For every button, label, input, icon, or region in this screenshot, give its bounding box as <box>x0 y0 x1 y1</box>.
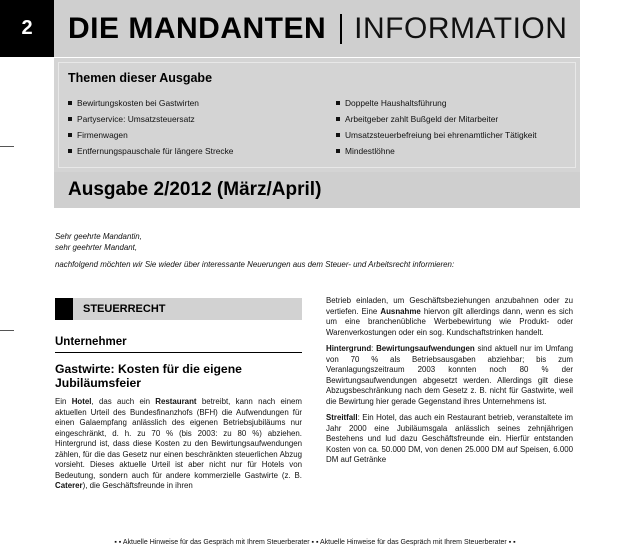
topics-box <box>54 58 580 172</box>
section-label: STEUERRECHT <box>83 303 166 315</box>
topics-list-right <box>336 95 537 159</box>
bullet-square-icon <box>336 149 340 153</box>
bullet-square-icon <box>336 133 340 137</box>
article-column-right <box>326 296 573 472</box>
intro-text: nachfolgend möchten wir Sie wieder über interessante Neuerungen aus dem Steuer- und Arbeitsrecht informieren: <box>55 260 455 269</box>
bullet-square-icon <box>68 101 72 105</box>
bullet-square-icon <box>68 117 72 121</box>
salutation-line: sehr geehrter Mandant, <box>55 242 138 252</box>
margin-fold-mark <box>0 146 14 147</box>
category-heading: Unternehmer <box>55 336 127 348</box>
article-paragraph: Streitfall: Ein Hotel, das auch ein Restaurant betrieb, veranstaltete im Jahr 2000 eine Jubiläumsgala anlässlich seines zehnjährigen Bestehens und lud dazu Geschäftsfreunde ein. Hierfür entstanden Kosten von ca. 50.000 DM, von denen 25.000 DM auf Speisen, 6.000 DM auf Getränke <box>326 413 573 464</box>
topic-item[interactable]: Arbeitgeber zahlt Bußgeld der Mitarbeiter <box>336 111 537 127</box>
masthead-title: DIE MANDANTEN <box>68 11 327 45</box>
salutation-line: Sehr geehrte Mandantin, <box>55 232 142 241</box>
topic-item[interactable]: Partyservice: Umsatzsteuersatz <box>68 111 233 127</box>
topic-item[interactable]: Doppelte Haushaltsführung <box>336 95 537 111</box>
salutation <box>55 232 142 253</box>
topics-heading: Themen dieser Ausgabe <box>68 71 213 85</box>
topic-item[interactable]: Entfernungspauschale für längere Strecke <box>68 143 233 159</box>
margin-fold-mark <box>0 330 14 331</box>
article-title: Gastwirte: Kosten für die eigene Jubiläumsfeier <box>55 362 242 390</box>
bullet-square-icon <box>336 117 340 121</box>
issue-banner <box>54 172 580 208</box>
topic-item[interactable]: Umsatzsteuerbefreiung bei ehrenamtlicher Tätigkeit <box>336 127 537 143</box>
section-header <box>55 298 302 320</box>
article-column-left <box>55 397 302 498</box>
article-paragraph: Hintergrund: Bewirtungsaufwendungen sind aktuell nur im Umfang von 70 % als Betriebsausgaben abziehbar; bis zum Veranlagungszeitraum 2003 konnten noch 80 % der Bewirtungsaufwendungen abgesetzt werden. Allerdings gilt diese Abzugsbeschränkung nach dem Gesetz z. B. nicht für Gastwirte, weil die Bewirtung hier gerade Gegenstand ihres Unternehmens ist. <box>326 344 573 406</box>
issue-title: Ausgabe 2/2012 (März/April) <box>68 179 322 200</box>
page-footer: ▪ ▪ Aktuelle Hinweise für das Gespräch mit Ihrem Steuerberater ▪ ▪ Aktuelle Hinweise für das Gespräch mit Ihrem Steuerberater ▪ ▪ <box>114 539 516 546</box>
topic-item[interactable]: Firmenwagen <box>68 127 233 143</box>
masthead-divider <box>340 14 342 44</box>
article-paragraph: Ein Hotel, das auch ein Restaurant betreibt, kann nach einem aktuellen Urteil des Bundesfinanzhofs (BFH) die Aufwendungen für einen Galaempfang anlässlich des eigenen Betriebsjubiläums nur eingeschränkt, d. h. zu 70 % (bis 2003: zu 80 %) abziehen. Hintergrund ist, dass diese Kosten zu den Bewirtungsaufwendungen zählen, für die das Gesetz nur einen beschränkten steuerlichen Abzug vorsieht. Dieses aktuelle Urteil ist aber nicht nur für Hotels von Bedeutung, sondern auch für andere kommerzielle Gastwirte (z. B. Caterer), die Geschäftsfreunde in ihren <box>55 397 303 490</box>
topic-item[interactable]: Bewirtungskosten bei Gastwirten <box>68 95 233 111</box>
bullet-square-icon <box>68 149 72 153</box>
section-marker <box>55 298 73 320</box>
masthead-subtitle: INFORMATION <box>354 11 568 45</box>
bullet-square-icon <box>68 133 72 137</box>
topic-item[interactable]: Mindestlöhne <box>336 143 537 159</box>
topics-list-left <box>68 95 233 159</box>
masthead <box>54 0 580 57</box>
page-number: 2 <box>0 0 54 57</box>
bullet-square-icon <box>336 101 340 105</box>
category-rule <box>55 352 302 353</box>
article-paragraph: Betrieb einladen, um Geschäftsbeziehungen anzubahnen oder zu vertiefen. Eine Ausnahme hiervon gilt allerdings dann, wenn es sich um eine branchenübliche Werbebewirtung wie Produkt- oder Warenverkostungen oder ein sog. Kundschaftstrinken handelt. <box>326 296 573 337</box>
